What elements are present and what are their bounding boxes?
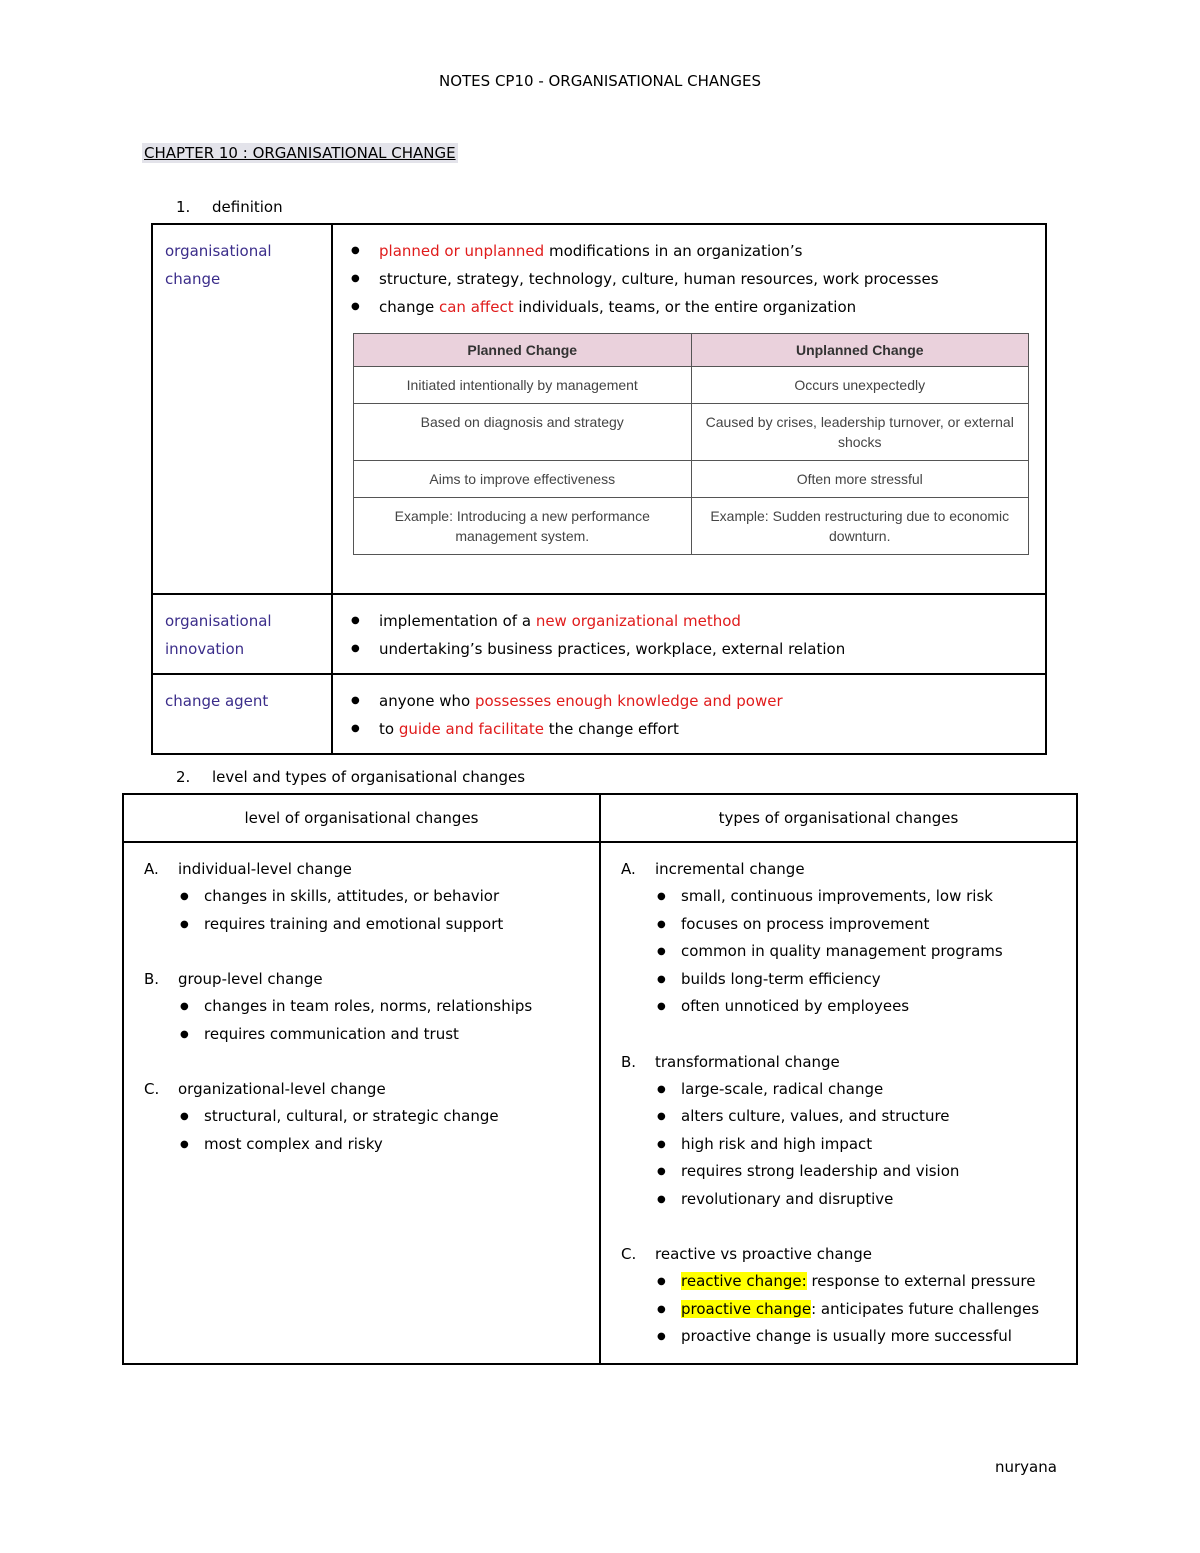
section-title: group-level change [178, 970, 323, 988]
bullet-item [681, 993, 1066, 1021]
highlighted-text: proactive change [681, 1299, 812, 1318]
bullet-item [681, 1268, 1066, 1296]
definition-content [332, 594, 1046, 674]
change-section-bullets [621, 1268, 1066, 1351]
section-letter: A. [144, 860, 159, 878]
section-gap [621, 1213, 1066, 1240]
bullet-item [681, 1158, 1066, 1186]
bullet-item [379, 607, 1035, 635]
bullet-text: requires training and emotional support [204, 914, 504, 933]
change-section-bullets [144, 883, 589, 938]
bullet-item [681, 883, 1066, 911]
comparison-row [354, 367, 1029, 404]
bullet-text: individuals, teams, or the entire organization [513, 298, 857, 316]
change-section-heading [144, 1075, 589, 1103]
comparison-row [354, 498, 1029, 555]
comparison-cell: Aims to improve effectiveness [354, 461, 692, 498]
comparison-header-planned: Planned Change [354, 334, 692, 367]
comparison-table [353, 333, 1029, 555]
definition-bullets [345, 687, 1035, 743]
section-letter: B. [144, 970, 160, 988]
definition-table [151, 223, 1047, 755]
bullet-item [681, 1296, 1066, 1324]
bullet-item [681, 938, 1066, 966]
section-2-heading [176, 768, 525, 786]
comparison-cell: Occurs unexpectedly [691, 367, 1029, 404]
types-column-header: types of organisational changes [600, 794, 1077, 842]
bullet-item [379, 687, 1035, 715]
section-gap [621, 1021, 1066, 1048]
comparison-row [354, 404, 1029, 461]
bullet-text: focuses on process improvement [681, 914, 930, 933]
bullet-text: large-scale, radical change [681, 1079, 884, 1098]
bullet-text: undertaking’s business practices, workplace, external relation [379, 640, 846, 658]
bullet-item [379, 293, 1035, 321]
bullet-text: the change effort [543, 720, 679, 738]
chapter-heading: CHAPTER 10 : ORGANISATIONAL CHANGE [144, 144, 456, 162]
emphasis-text: can affect [438, 298, 514, 316]
change-section-heading [621, 1048, 1066, 1076]
bullet-item [681, 1323, 1066, 1351]
bullet-item [681, 1103, 1066, 1131]
change-section-heading [144, 965, 589, 993]
bullet-item [379, 265, 1035, 293]
definition-content [332, 224, 1046, 594]
comparison-header-row [354, 334, 1029, 367]
comparison-row [354, 461, 1029, 498]
change-section-heading [621, 855, 1066, 883]
section-title: transformational change [655, 1052, 840, 1071]
section-title: organizational-level change [178, 1080, 386, 1098]
definition-row [152, 594, 1046, 674]
bullet-text: requires communication and trust [204, 1024, 459, 1043]
bullet-text: changes in team roles, norms, relationships [204, 997, 533, 1015]
bullet-item [204, 1131, 589, 1159]
bullet-item [204, 883, 589, 911]
bullet-item [379, 715, 1035, 743]
author-name: nuryana [995, 1458, 1057, 1476]
bullet-text: anyone who [379, 692, 475, 710]
comparison-cell: Initiated intentionally by management [354, 367, 692, 404]
comparison-cell: Example: Sudden restructuring due to economic downturn. [691, 498, 1029, 555]
section-letter: B. [621, 1052, 637, 1071]
bullet-text: : anticipates future challenges [811, 1299, 1040, 1318]
bullet-text: to [379, 720, 399, 738]
bullet-item [681, 966, 1066, 994]
bullet-text: alters culture, values, and structure [681, 1107, 950, 1125]
levels-column-header: level of organisational changes [123, 794, 600, 842]
highlighted-text: reactive change: [681, 1272, 807, 1290]
change-section-bullets [144, 993, 589, 1048]
levels-types-body-row [123, 842, 1077, 1364]
section-title: individual-level change [178, 860, 352, 878]
levels-types-table [122, 793, 1078, 1365]
bullet-item [681, 1131, 1066, 1159]
bullet-text: small, continuous improvements, low risk [681, 887, 993, 905]
definition-term: organisational change [152, 224, 332, 594]
bullet-item [204, 911, 589, 939]
section-letter: A. [621, 860, 636, 878]
bullet-item [204, 1103, 589, 1131]
bullet-text: changes in skills, attitudes, or behavior [204, 887, 500, 905]
bullet-text: proactive change is usually more successful [681, 1327, 1012, 1345]
bullet-item [204, 1021, 589, 1049]
definition-row [152, 224, 1046, 594]
bullet-text: builds long-term efficiency [681, 969, 881, 988]
bullet-text: modifications in an organization’s [544, 242, 803, 260]
comparison-cell: Often more stressful [691, 461, 1029, 498]
bullet-text: response to external pressure [806, 1272, 1036, 1290]
levels-types-header-row [123, 794, 1077, 842]
definition-row [152, 674, 1046, 754]
comparison-cell: Caused by crises, leadership turnover, or external shocks [691, 404, 1029, 461]
bullet-item [681, 1186, 1066, 1214]
bullet-text: structure, strategy, technology, culture, human resources, work processes [379, 270, 939, 288]
bullet-text: high risk and high impact [681, 1134, 873, 1153]
bullet-text: implementation of a [379, 612, 536, 630]
bullet-item [204, 993, 589, 1021]
levels-column [123, 842, 600, 1364]
emphasis-text: planned or unplanned [379, 242, 545, 260]
bullet-text: requires strong leadership and vision [681, 1162, 960, 1180]
section-title: incremental change [655, 860, 805, 878]
bullet-text: structural, cultural, or strategic change [204, 1107, 499, 1125]
section-gap [144, 938, 589, 965]
change-section-bullets [144, 1103, 589, 1158]
definition-bullets [345, 237, 1035, 321]
change-section-heading [144, 855, 589, 883]
bullet-item [379, 237, 1035, 265]
page-title: NOTES CP10 - ORGANISATIONAL CHANGES [438, 72, 762, 90]
bullet-text: common in quality management programs [681, 942, 1003, 960]
emphasis-text: possesses enough knowledge and power [474, 692, 783, 710]
change-section-bullets [621, 883, 1066, 1021]
change-section-heading [621, 1240, 1066, 1268]
emphasis-text: new organizational method [535, 612, 741, 630]
bullet-text: revolutionary and disruptive [681, 1189, 894, 1208]
definition-term: change agent [152, 674, 332, 754]
comparison-cell: Example: Introducing a new performance management system. [354, 498, 692, 555]
section-1-heading [176, 198, 283, 216]
bullet-text: often unnoticed by employees [681, 997, 910, 1015]
bullet-item [681, 911, 1066, 939]
bullet-item [379, 635, 1035, 663]
section-letter: C. [144, 1080, 160, 1098]
section-gap [144, 1048, 589, 1075]
bullet-text: most complex and risky [204, 1134, 383, 1153]
definition-term: organisational innovation [152, 594, 332, 674]
section-1-title: definition [212, 198, 283, 216]
types-column [600, 842, 1077, 1364]
section-2-number: 2. [176, 768, 191, 786]
section-1-number: 1. [176, 198, 191, 216]
definition-bullets [345, 607, 1035, 663]
bullet-text: change [379, 298, 439, 316]
bullet-item [681, 1076, 1066, 1104]
section-2-title: level and types of organisational changes [212, 768, 526, 786]
definition-content [332, 674, 1046, 754]
comparison-header-unplanned: Unplanned Change [691, 334, 1029, 367]
section-letter: C. [621, 1245, 637, 1263]
emphasis-text: guide and facilitate [398, 720, 544, 738]
change-section-bullets [621, 1076, 1066, 1214]
section-title: reactive vs proactive change [655, 1245, 872, 1263]
comparison-cell: Based on diagnosis and strategy [354, 404, 692, 461]
